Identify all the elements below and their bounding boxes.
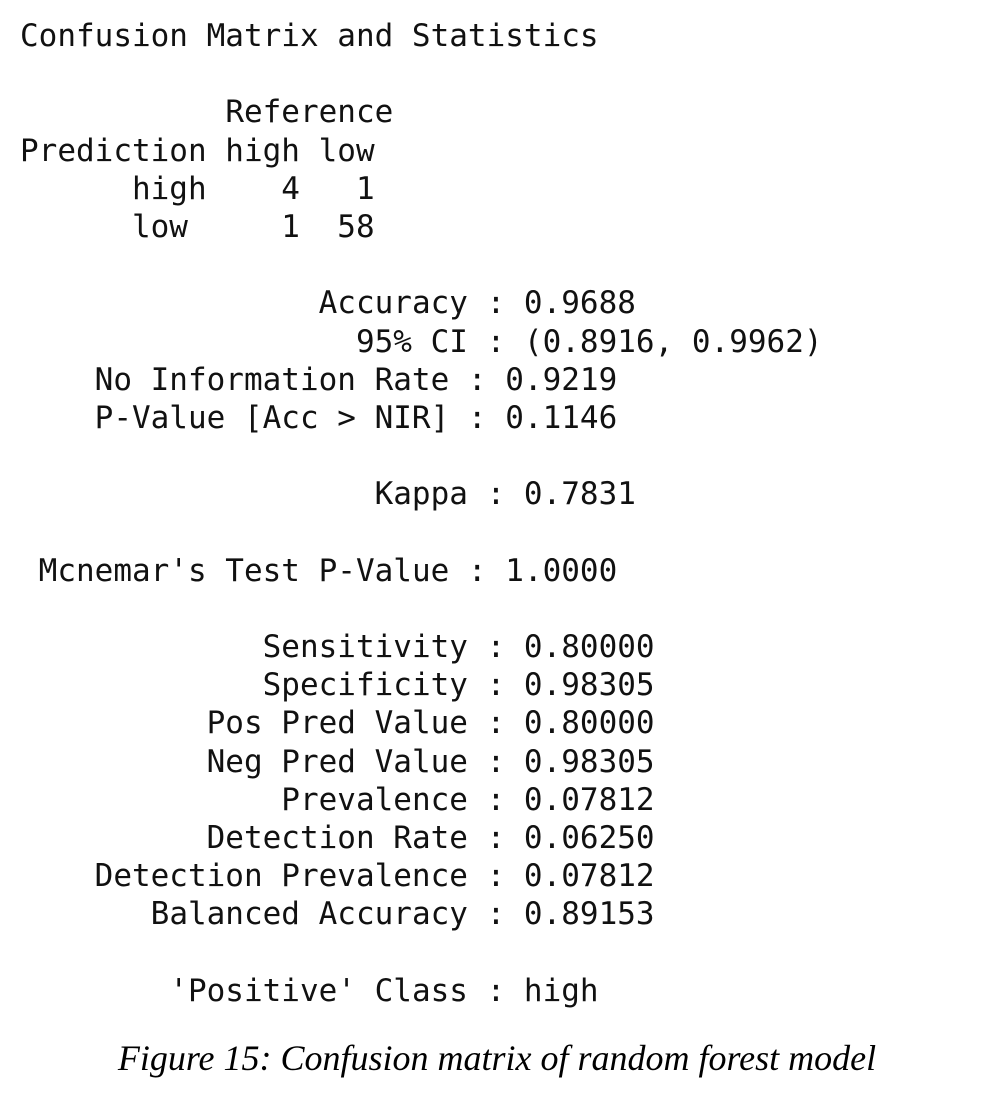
output-header: Confusion Matrix and Statistics [20, 18, 599, 54]
stat-mcnemar: Mcnemar's Test P-Value : 1.0000 [38, 552, 618, 589]
stat-p-value: P-Value [Acc > NIR] : 0.1146 [94, 399, 618, 436]
stat-pos-pred-value: Pos Pred Value : 0.80000 [206, 705, 655, 742]
stat-balanced-accuracy: Balanced Accuracy : 0.89153 [150, 896, 655, 933]
blank-line [20, 934, 823, 972]
r-console-output [20, 17, 823, 1010]
blank-line [20, 513, 823, 551]
stat-no-information-rate: No Information Rate : 0.9219 [94, 361, 618, 398]
stat-accuracy: Accuracy : 0.9688 [318, 285, 636, 322]
blank-line [20, 246, 823, 284]
matrix-row-low: low 1 58 [131, 208, 375, 245]
matrix-reference-label: Reference [225, 94, 394, 131]
blank-line [20, 55, 823, 93]
figure-caption: Figure 15: Confusion matrix of random forest model [117, 1038, 877, 1078]
stat-neg-pred-value: Neg Pred Value : 0.98305 [206, 743, 655, 780]
stat-kappa: Kappa : 0.7831 [374, 476, 636, 513]
stat-detection-rate: Detection Rate : 0.06250 [206, 819, 655, 856]
stat-detection-prevalence: Detection Prevalence : 0.07812 [94, 858, 655, 895]
stat-prevalence: Prevalence : 0.07812 [281, 781, 655, 818]
blank-line [20, 590, 823, 628]
stat-specificity: Specificity : 0.98305 [262, 667, 655, 704]
matrix-row-high: high 4 1 [131, 170, 375, 207]
blank-line [20, 437, 823, 475]
stat-sensitivity: Sensitivity : 0.80000 [262, 629, 655, 665]
stat-positive-class: 'Positive' Class : high [169, 972, 599, 1009]
matrix-header-row: Prediction high low [20, 132, 375, 169]
stat-confidence-interval: 95% CI : (0.8916, 0.9962) [355, 323, 823, 360]
